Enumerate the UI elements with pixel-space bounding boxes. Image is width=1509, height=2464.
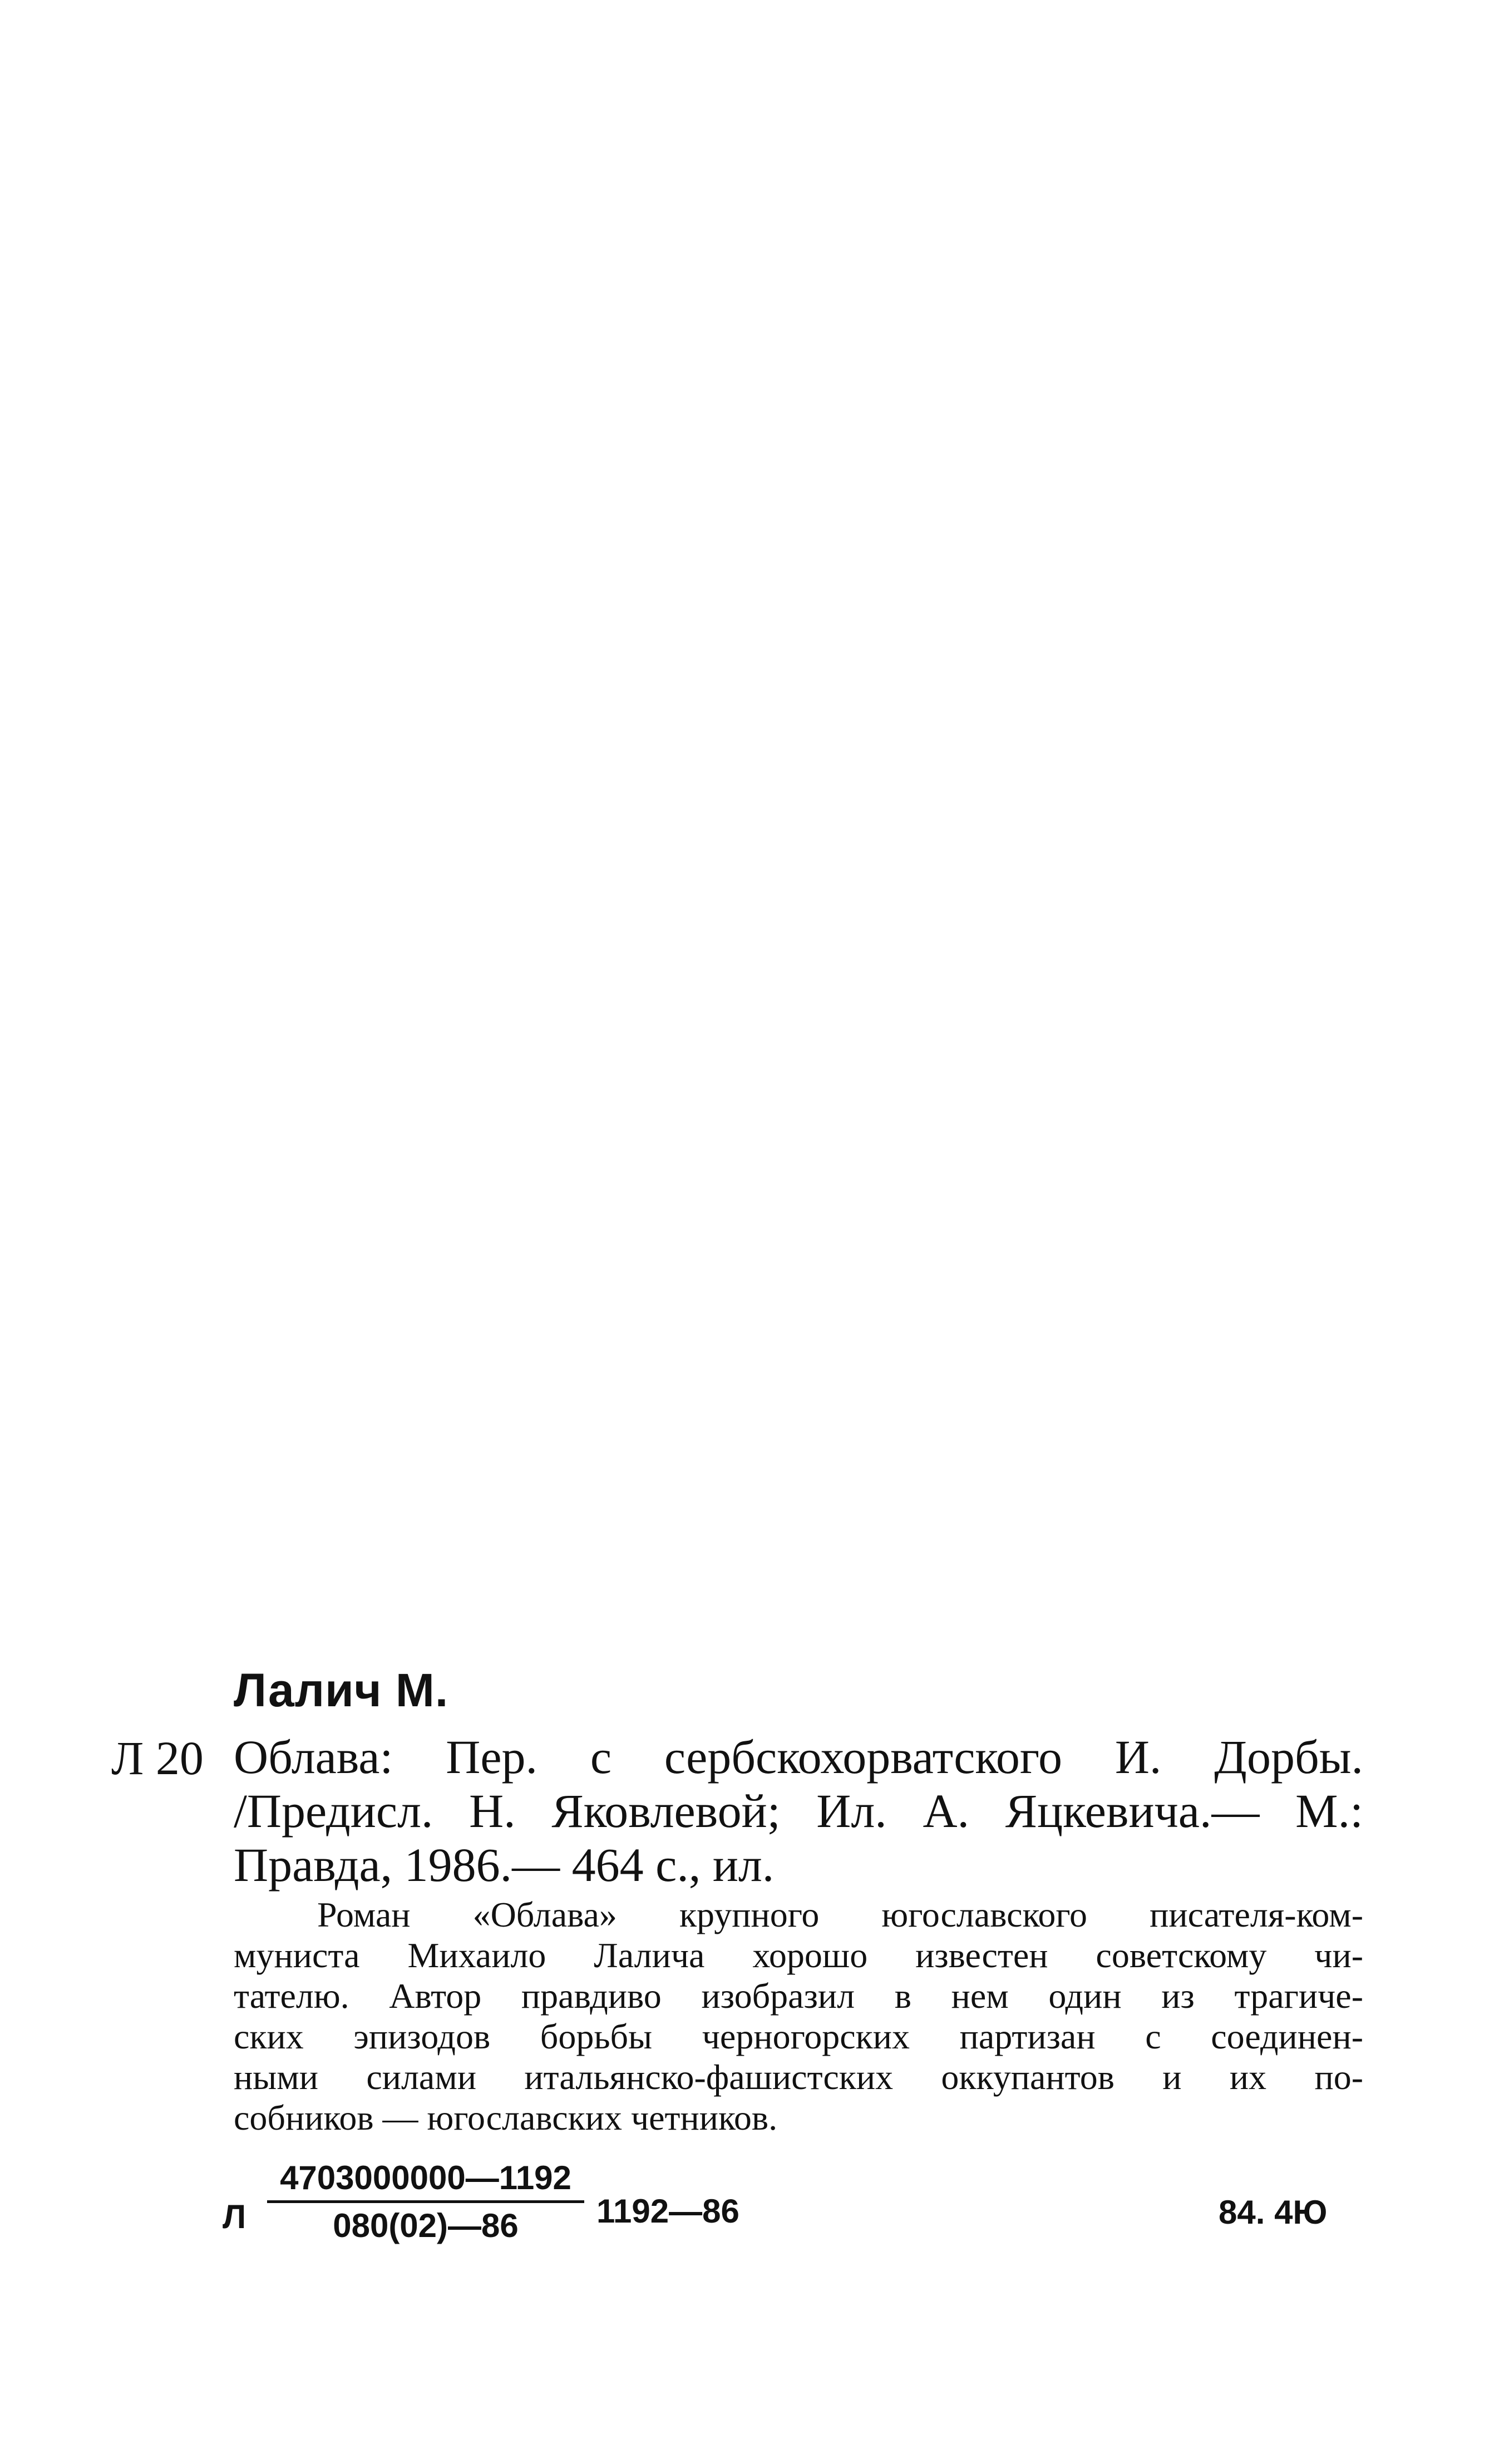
fraction-bar bbox=[267, 2200, 584, 2203]
index-fraction bbox=[267, 2159, 584, 2245]
author-heading: Лалич М. bbox=[234, 1664, 449, 1716]
index-prefix: Л bbox=[223, 2198, 246, 2235]
annotation-line: муниста Михаило Лалича хорошо известен советскому чи- bbox=[234, 1935, 1363, 1975]
index-numerator: 4703000000—1192 bbox=[280, 2159, 571, 2196]
index-order-number: 1192—86 bbox=[596, 2193, 739, 2230]
annotation bbox=[234, 1894, 1363, 2138]
annotation-line: ными силами итальянско-фашистских оккупантов и их по- bbox=[234, 2057, 1363, 2097]
annotation-line: ских эпизодов борьбы черногорских партизан с соединен- bbox=[234, 2017, 1363, 2056]
bibliographic-line: Правда, 1986.— 464 с., ил. bbox=[234, 1838, 775, 1892]
annotation-line: Роман «Облава» крупного югославского писателя-ком- bbox=[317, 1895, 1363, 1934]
index-denominator: 080(02)—86 bbox=[333, 2207, 519, 2244]
catalog-code: Л 20 bbox=[111, 1731, 204, 1785]
annotation-line: собников — югославских четников. bbox=[234, 2098, 778, 2137]
bibliographic-line: /Предисл. Н. Яковлевой; Ил. А. Яцкевича.— М.: bbox=[234, 1784, 1363, 1838]
annotation-line: тателю. Автор правдиво изобразил в нем один из трагиче- bbox=[234, 1976, 1363, 2016]
bbk-code: 84. 4Ю bbox=[1219, 2194, 1328, 2231]
bibliographic-line: Облава: Пер. с сербскохорватского И. Дорбы. bbox=[234, 1730, 1363, 1784]
bibliographic-description bbox=[234, 1730, 1363, 1892]
